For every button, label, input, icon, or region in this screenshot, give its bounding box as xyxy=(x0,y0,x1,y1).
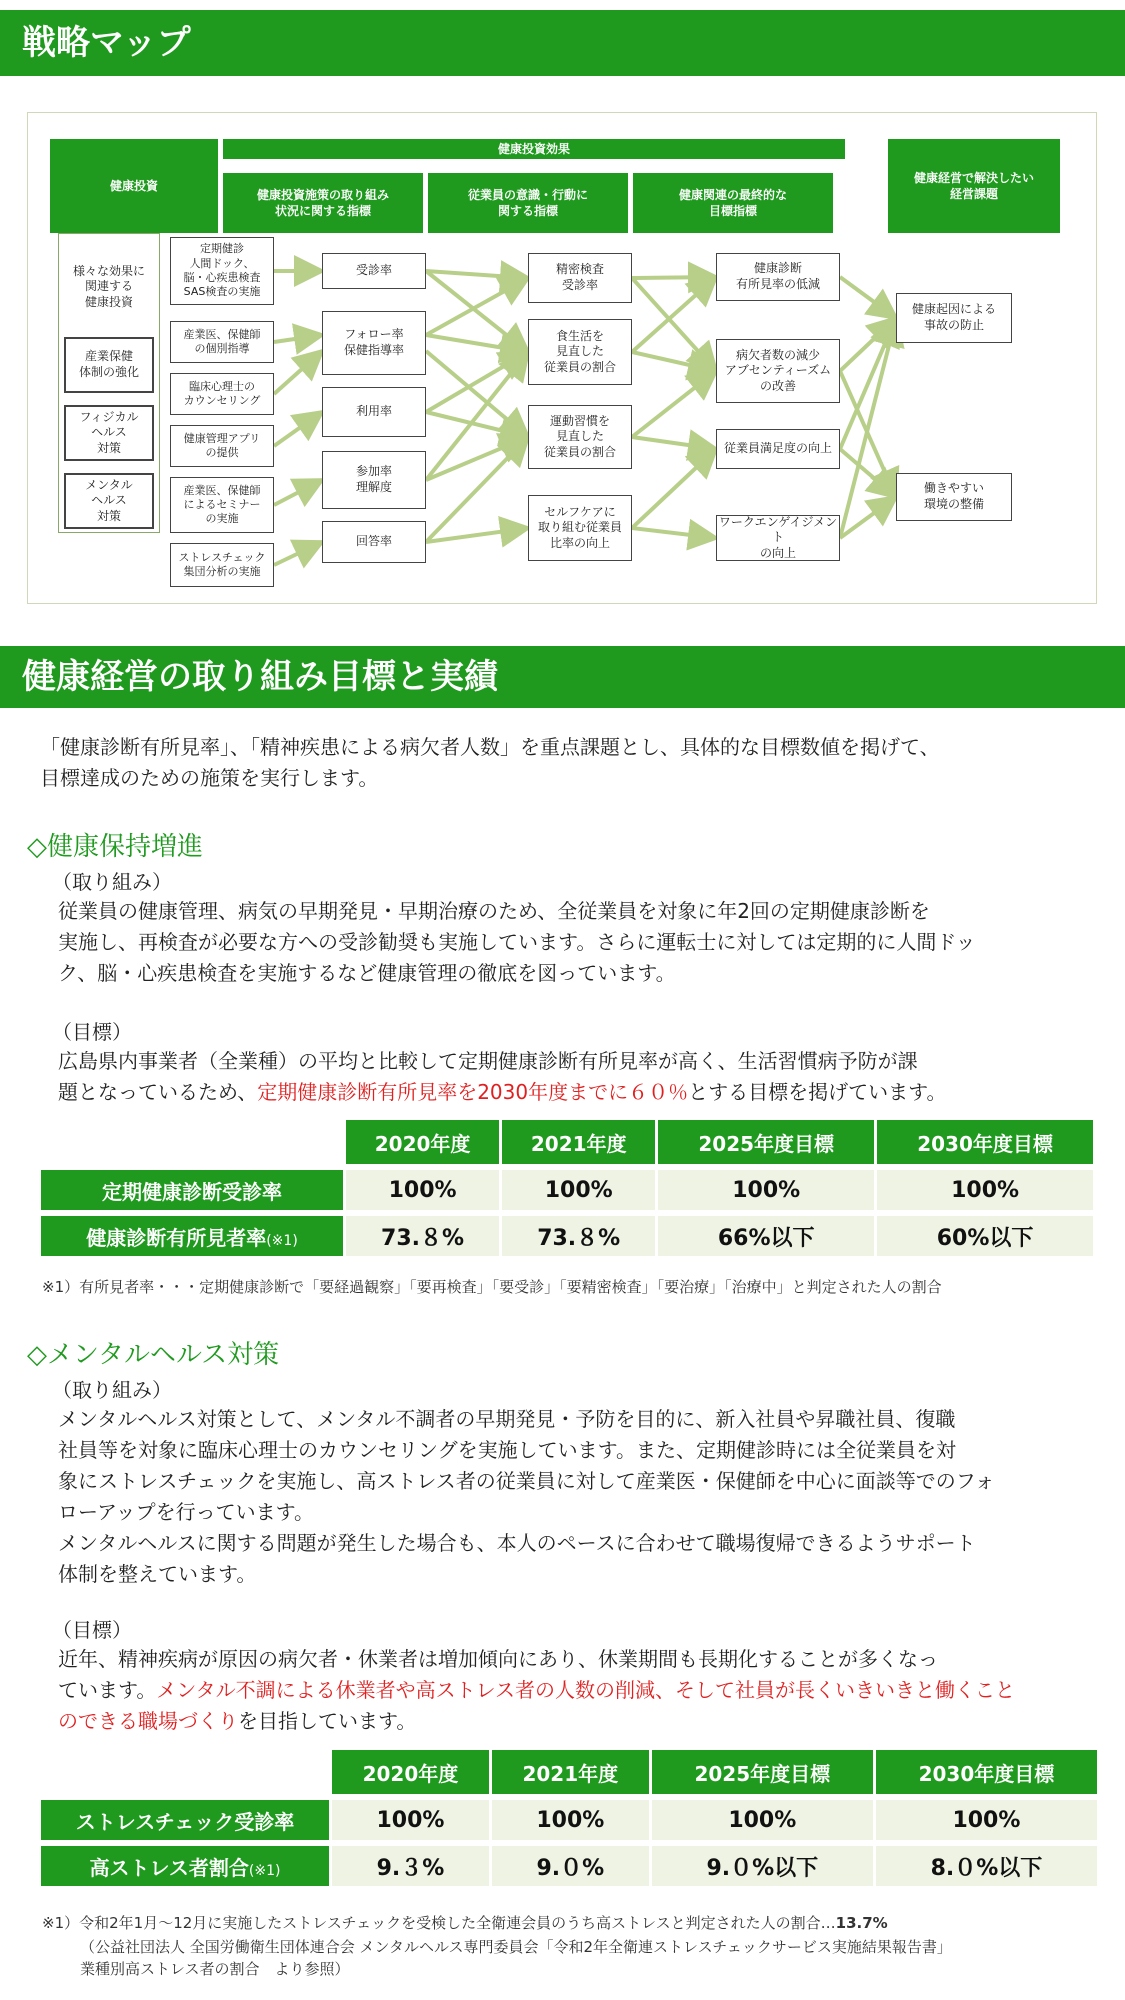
goal-finding-rate: 健康診断 有所見率の低減 xyxy=(716,253,840,301)
measure-counseling: 臨床心理士の カウンセリング xyxy=(170,373,274,415)
sec2-source-note: （公益社団法人 全国労働衛生団体連合会 メンタルヘルス専門委員会「令和2年全衛連ストレスチェックサービス実施結果報告書」 業種別高ストレス者の割合 より参照） xyxy=(80,1938,952,1978)
header-invest: 健康投資 xyxy=(50,139,218,233)
table-row: 高ストレス者割合(※1) 9.３% 9.０% 9.０%以下 8.０%以下 xyxy=(41,1846,1097,1886)
behavior-exercise: 運動習慣を 見直した 従業員の割合 xyxy=(528,405,632,469)
left-physical-health: フィジカル ヘルス 対策 xyxy=(64,405,154,461)
table-row: 定期健康診断受診率 100% 100% 100% 100% xyxy=(41,1170,1093,1210)
col-2030: 2030年度目標 xyxy=(876,1750,1097,1794)
col-2021: 2021年度 xyxy=(492,1750,649,1794)
col-2020: 2020年度 xyxy=(346,1120,499,1164)
left-occupational-health: 産業保健 体制の強化 xyxy=(64,337,154,393)
col-2025: 2025年度目標 xyxy=(652,1750,873,1794)
behavior-precise-exam: 精密検査 受診率 xyxy=(528,253,632,303)
sec1-goal-label: （目標） xyxy=(52,1020,132,1044)
strategy-map-banner: 戦略マップ xyxy=(0,10,1125,76)
sec2-footnote: ※1）令和2年1月～12月に実施したストレスチェックを受検した全衛連会員のうち高ストレスと判定された人の割合…13.7% xyxy=(42,1914,888,1932)
behavior-selfcare: セルフケアに 取り組む従業員 比率の向上 xyxy=(528,495,632,561)
header-issues: 健康経営で解決したい 経営課題 xyxy=(888,139,1060,233)
connector-arrow xyxy=(274,412,322,446)
sec2-goal-label: （目標） xyxy=(52,1618,132,1642)
left-mental-health: メンタル ヘルス 対策 xyxy=(64,473,154,529)
sec2-effort-text: メンタルヘルス対策として、メンタル不調者の早期発見・予防を目的に、新入社員や昇職社員、復職 社員等を対象に臨床心理士のカウンセリングを実施しています。また、定期健診時には全従業員を対 象にストレスチェックを実施し、高ストレス者の従業員に対して産業医・保健師を中心に面談等でのフォ ローアップを行っています。 メンタルヘルスに関する問題が発生した場合も、本人のペースに合わせて職場復帰できるようサポート 体制を整えています。 xyxy=(58,1407,995,1586)
measure-seminars: 産業医、保健師 によるセミナー の実施 xyxy=(170,477,274,533)
goal-absenteeism: 病欠者数の減少 アブセンティーズム の改善 xyxy=(716,339,840,403)
connector-arrow xyxy=(632,528,716,538)
goal-engagement: ワークエンゲイジメント の向上 xyxy=(716,515,840,561)
issue-work-environment: 働きやすい 環境の整備 xyxy=(896,473,1012,521)
connector-arrow xyxy=(632,278,716,371)
connector-arrow xyxy=(840,449,896,497)
connector-arrow xyxy=(632,277,716,278)
sec2-goal-text: 近年、精神疾病が原因の病欠者・休業者は増加傾向にあり、休業期間も長期化することが多くなっ ています。メンタル不調による休業者や高ストレス者の人数の削減、そして社員が長くいきいきと働くこと のできる職場づくりを目指しています。 xyxy=(58,1647,1016,1733)
connector-arrow xyxy=(632,437,716,449)
indicator-checkup-rate: 受診率 xyxy=(322,253,426,289)
connector-arrow xyxy=(632,371,716,437)
indicator-response-rate: 回答率 xyxy=(322,521,426,563)
header-behavior-indicators: 従業員の意識・行動に 関する指標 xyxy=(428,173,628,233)
connector-arrow xyxy=(632,449,716,528)
col-2021: 2021年度 xyxy=(502,1120,655,1164)
connector-arrow xyxy=(274,480,322,505)
section-mental-health-title: ◇メンタルヘルス対策 xyxy=(27,1340,280,1370)
measure-individual-guidance: 産業医、保健師 の個別指導 xyxy=(170,321,274,363)
section-health-promotion-title: ◇健康保持増進 xyxy=(27,832,203,862)
header-goal-indicators: 健康関連の最終的な 目標指標 xyxy=(633,173,833,233)
health-checkup-table xyxy=(38,1114,1096,1262)
connector-arrow xyxy=(426,528,528,542)
goals-banner: 健康経営の取り組み目標と実績 xyxy=(0,646,1125,708)
strategy-map xyxy=(27,112,1097,604)
left-general-invest: 様々な効果に 関連する 健康投資 xyxy=(64,245,154,329)
connector-arrow xyxy=(426,271,528,352)
intro-text: 「健康診断有所見率」、「精神疾患による病欠者人数」を重点課題とし、具体的な目標数値を掲げて、 目標達成のための施策を実行します。 xyxy=(40,735,940,790)
connector-arrow xyxy=(426,437,528,542)
col-2020: 2020年度 xyxy=(332,1750,489,1794)
sec1-footnote: ※1）有所見者率・・・定期健康診断で「要経過観察」「要再検査」「要受診」「要精密検査」「要治療」「治療中」と判定された人の割合 xyxy=(42,1278,942,1296)
indicator-usage-rate: 利用率 xyxy=(322,387,426,437)
connector-arrow xyxy=(426,352,528,412)
connector-arrow xyxy=(274,351,322,394)
issue-accident-prevention: 健康起因による 事故の防止 xyxy=(896,293,1012,343)
connector-arrow xyxy=(274,335,322,342)
sec2-effort-label: （取り組み） xyxy=(52,1378,172,1402)
measure-stress-analysis: ストレスチェック 集団分析の実施 xyxy=(170,543,274,587)
stress-check-table xyxy=(38,1744,1100,1892)
indicator-followup-rate: フォロー率 保健指導率 xyxy=(322,311,426,375)
connector-arrow xyxy=(840,277,896,318)
goal-satisfaction: 従業員満足度の向上 xyxy=(716,429,840,469)
connector-arrow xyxy=(274,542,322,565)
measure-health-app: 健康管理アプリ の提供 xyxy=(170,425,274,467)
connector-arrow xyxy=(426,278,528,335)
sec1-effort-label: （取り組み） xyxy=(52,870,172,894)
measure-checkups: 定期健診 人間ドック、 脳・心疾患検査 SAS検査の実施 xyxy=(170,237,274,305)
connector-arrow xyxy=(426,271,528,278)
table-row: 健康診断有所見者率(※1) 73.８% 73.８% 66%以下 60%以下 xyxy=(41,1216,1093,1256)
header-measure-indicators: 健康投資施策の取り組み 状況に関する指標 xyxy=(223,173,423,233)
sec1-effort-text: 従業員の健康管理、病気の早期発見・早期治療のため、全従業員を対象に年2回の定期健康診断を 実施し、再検査が必要な方への受診勧奨も実施しています。さらに運転士に対しては定期的に人間ドッ ク、脳・心疾患検査を実施するなど健康管理の徹底を図っています。 xyxy=(58,899,976,985)
behavior-diet: 食生活を 見直した 従業員の割合 xyxy=(528,319,632,385)
table-row: ストレスチェック受診率 100% 100% 100% 100% xyxy=(41,1800,1097,1840)
header-effect: 健康投資効果 xyxy=(223,139,845,159)
sec1-goal-text: 広島県内事業者（全業種）の平均と比較して定期健康診断有所見率が高く、生活習慣病予防が課 題となっているため、定期健康診断有所見率を2030年度までに６０％とする目標を掲げています。 xyxy=(58,1049,947,1104)
indicator-participation-rate: 参加率 理解度 xyxy=(322,451,426,509)
col-2025: 2025年度目標 xyxy=(658,1120,874,1164)
connector-arrow xyxy=(632,277,716,352)
col-2030: 2030年度目標 xyxy=(877,1120,1093,1164)
